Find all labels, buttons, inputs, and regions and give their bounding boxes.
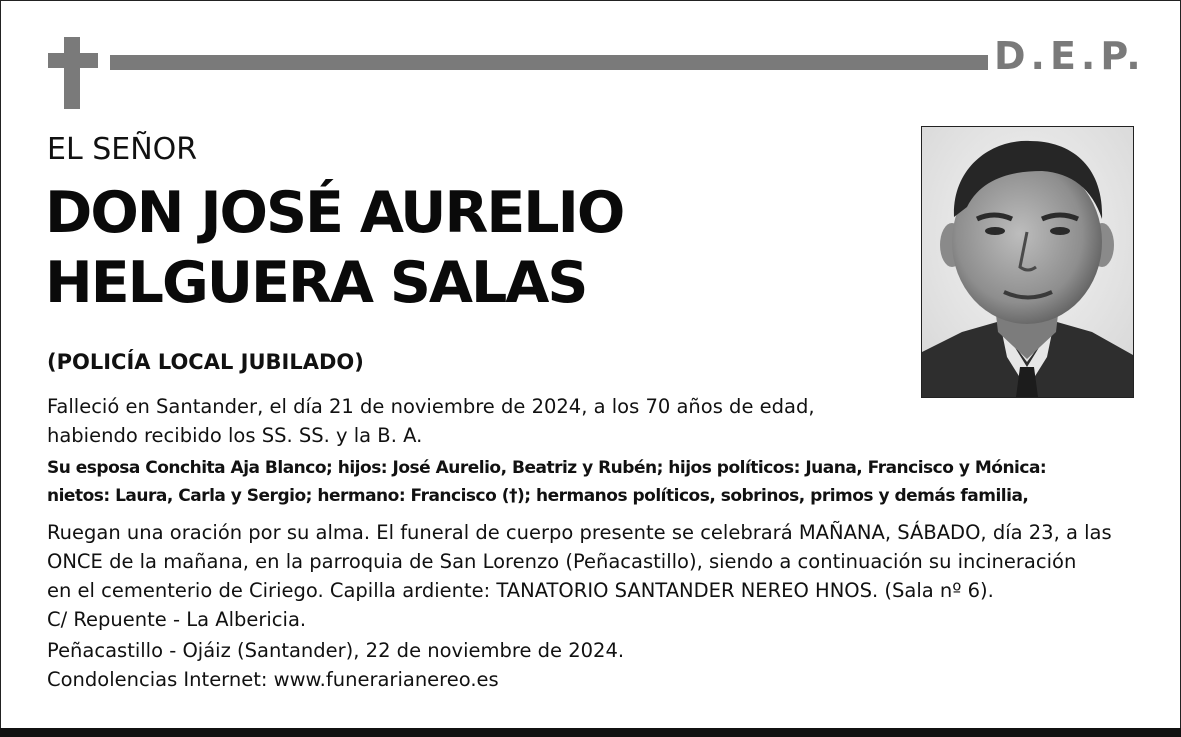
death-line-1: Falleció en Santander, el día 21 de noviembre de 2024, a los 70 años de edad, (47, 395, 815, 418)
closing-paragraph (47, 636, 624, 694)
portrait-photo (921, 126, 1134, 398)
header-rule (110, 55, 988, 70)
family-paragraph (47, 454, 1046, 510)
family-line-2: nietos: Laura, Carla y Sergio; hermano: Francisco (†); hermanos políticos, sobrinos, primos y demás familia, (47, 486, 1029, 506)
occupation-title: (POLICÍA LOCAL JUBILADO) (47, 350, 364, 374)
bottom-border (0, 728, 1181, 737)
death-paragraph (47, 392, 815, 450)
funeral-line-4: C/ Repuente - La Albericia. (47, 608, 307, 631)
funeral-paragraph (47, 518, 1112, 634)
family-line-1: Su esposa Conchita Aja Blanco; hijos: José Aurelio, Beatriz y Rubén; hijos políticos: Juana, Francisco y Mónica: (47, 458, 1047, 478)
funeral-line-3: en el cementerio de Ciriego. Capilla ardiente: TANATORIO SANTANDER NEREO HNOS. (Sala nº 6). (47, 579, 994, 602)
condolences-line: Condolencias Internet: www.funerarianereo.es (47, 668, 499, 691)
name-line-2: HELGUERA SALAS (45, 250, 587, 316)
funeral-line-1: Ruegan una oración por su alma. El funeral de cuerpo presente se celebrará MAÑANA, SÁBADO, día 23, a las (47, 521, 1112, 544)
honorific: EL SEÑOR (47, 132, 198, 167)
funeral-line-2: ONCE de la mañana, en la parroquia de San Lorenzo (Peñacastillo), siendo a continuación su incineración (47, 550, 1077, 573)
name-line-1: DON JOSÉ AURELIO (45, 180, 624, 246)
dep-label: D.E.P. (994, 34, 1146, 78)
place-date: Peñacastillo - Ojáiz (Santander), 22 de noviembre de 2024. (47, 639, 625, 662)
death-line-2: habiendo recibido los SS. SS. y la B. A. (47, 424, 423, 447)
deceased-name (45, 178, 805, 318)
